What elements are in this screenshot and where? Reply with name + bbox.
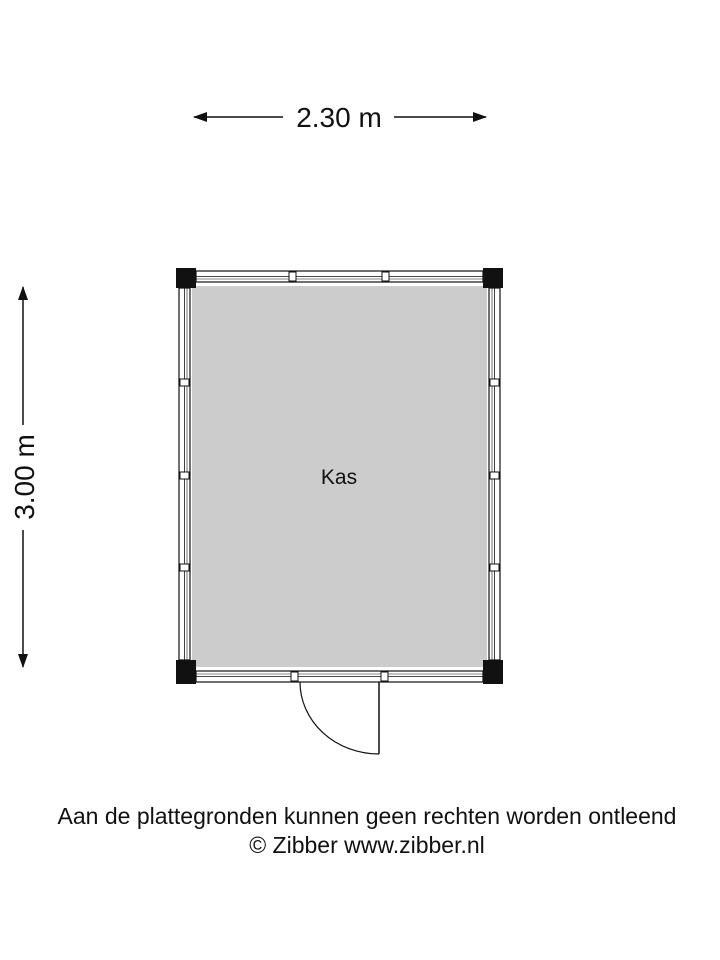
wall-left: [179, 288, 190, 660]
corner-column-top-right: [483, 268, 503, 288]
width-dimension: [194, 102, 486, 133]
wall-left-post-1: [180, 379, 189, 386]
wall-left-post-3: [180, 564, 189, 571]
corner-column-top-left: [176, 268, 196, 288]
door-swing-arc: [300, 682, 379, 754]
corner-column-bottom-right: [483, 660, 503, 684]
wall-left-post-2: [180, 472, 189, 479]
door: [300, 682, 379, 754]
wall-top: [196, 271, 483, 282]
wall-bottom-post-2: [381, 672, 388, 681]
wall-right-post-1: [490, 379, 499, 386]
wall-right: [489, 288, 500, 660]
wall-bottom-post-1: [291, 672, 298, 681]
room-label: Kas: [320, 466, 358, 489]
wall-top-post-1: [289, 272, 296, 281]
wall-top-post-2: [382, 272, 389, 281]
width-dimension-label: 2.30 m: [296, 102, 382, 133]
height-dimension-label: 3.00 m: [9, 434, 40, 520]
wall-bottom: [196, 671, 483, 682]
wall-right-post-3: [490, 564, 499, 571]
copyright-text: © Zibber www.zibber.nl: [249, 832, 485, 858]
disclaimer-text: Aan de plattegronden kunnen geen rechten worden ontleend: [57, 803, 677, 829]
wall-right-post-2: [490, 472, 499, 479]
height-dimension: [9, 287, 40, 667]
corner-column-bottom-left: [176, 660, 196, 684]
